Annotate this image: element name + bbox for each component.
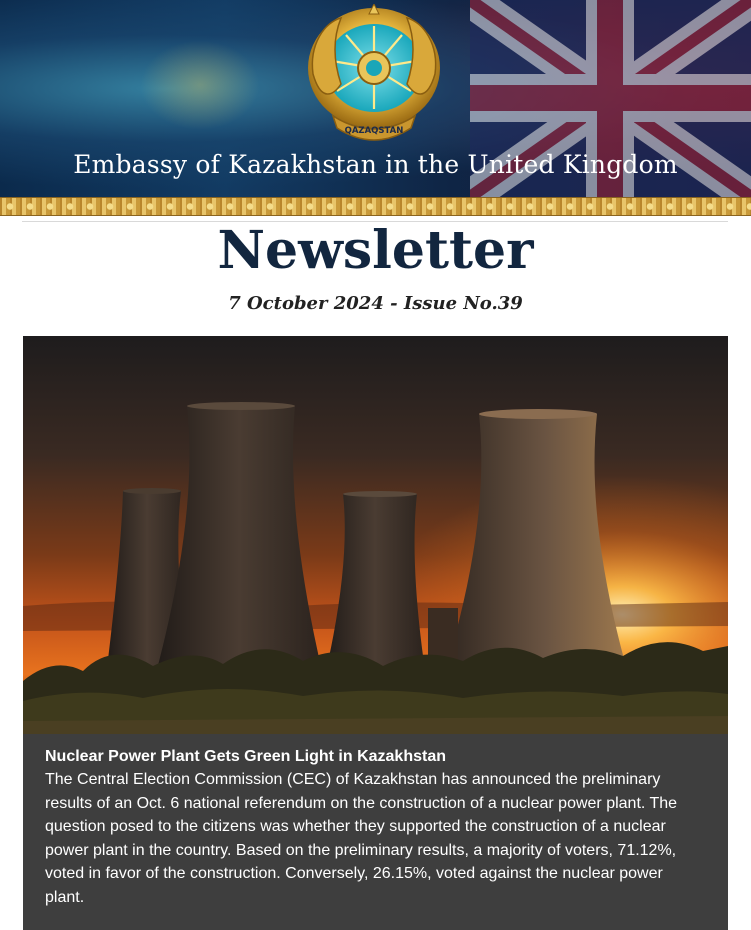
kazakhstan-emblem-icon [303, 4, 445, 152]
issue-date-line: 7 October 2024 - Issue No.39 [228, 293, 523, 314]
header-banner [0, 0, 751, 197]
article-body: The Central Election Commission (CEC) of Kazakhstan has announced the preliminary results of an Oct. 6 national referendum on the construction of a nuclear power plant. The question posed to the citizens was whether they supported the construction of a nuclear power plant in the country. Based on the preliminary results, a majority of voters, 71.12%, voted in favor of the construction. Conversely, 26.15%, voted against the nuclear power plant. [45, 771, 678, 906]
article-card [23, 734, 728, 930]
article-title[interactable]: Nuclear Power Plant Gets Green Light in Kazakhstan [45, 748, 446, 765]
page-title: Newsletter [217, 220, 534, 281]
svg-text:QAZAQSTAN: QAZAQSTAN [344, 126, 404, 136]
nuclear-cooling-towers-photo [23, 336, 728, 734]
flag-sun-motif [140, 40, 260, 130]
ornament-band [0, 197, 751, 216]
embassy-name: Embassy of Kazakhstan in the United Kingdom [73, 150, 678, 179]
